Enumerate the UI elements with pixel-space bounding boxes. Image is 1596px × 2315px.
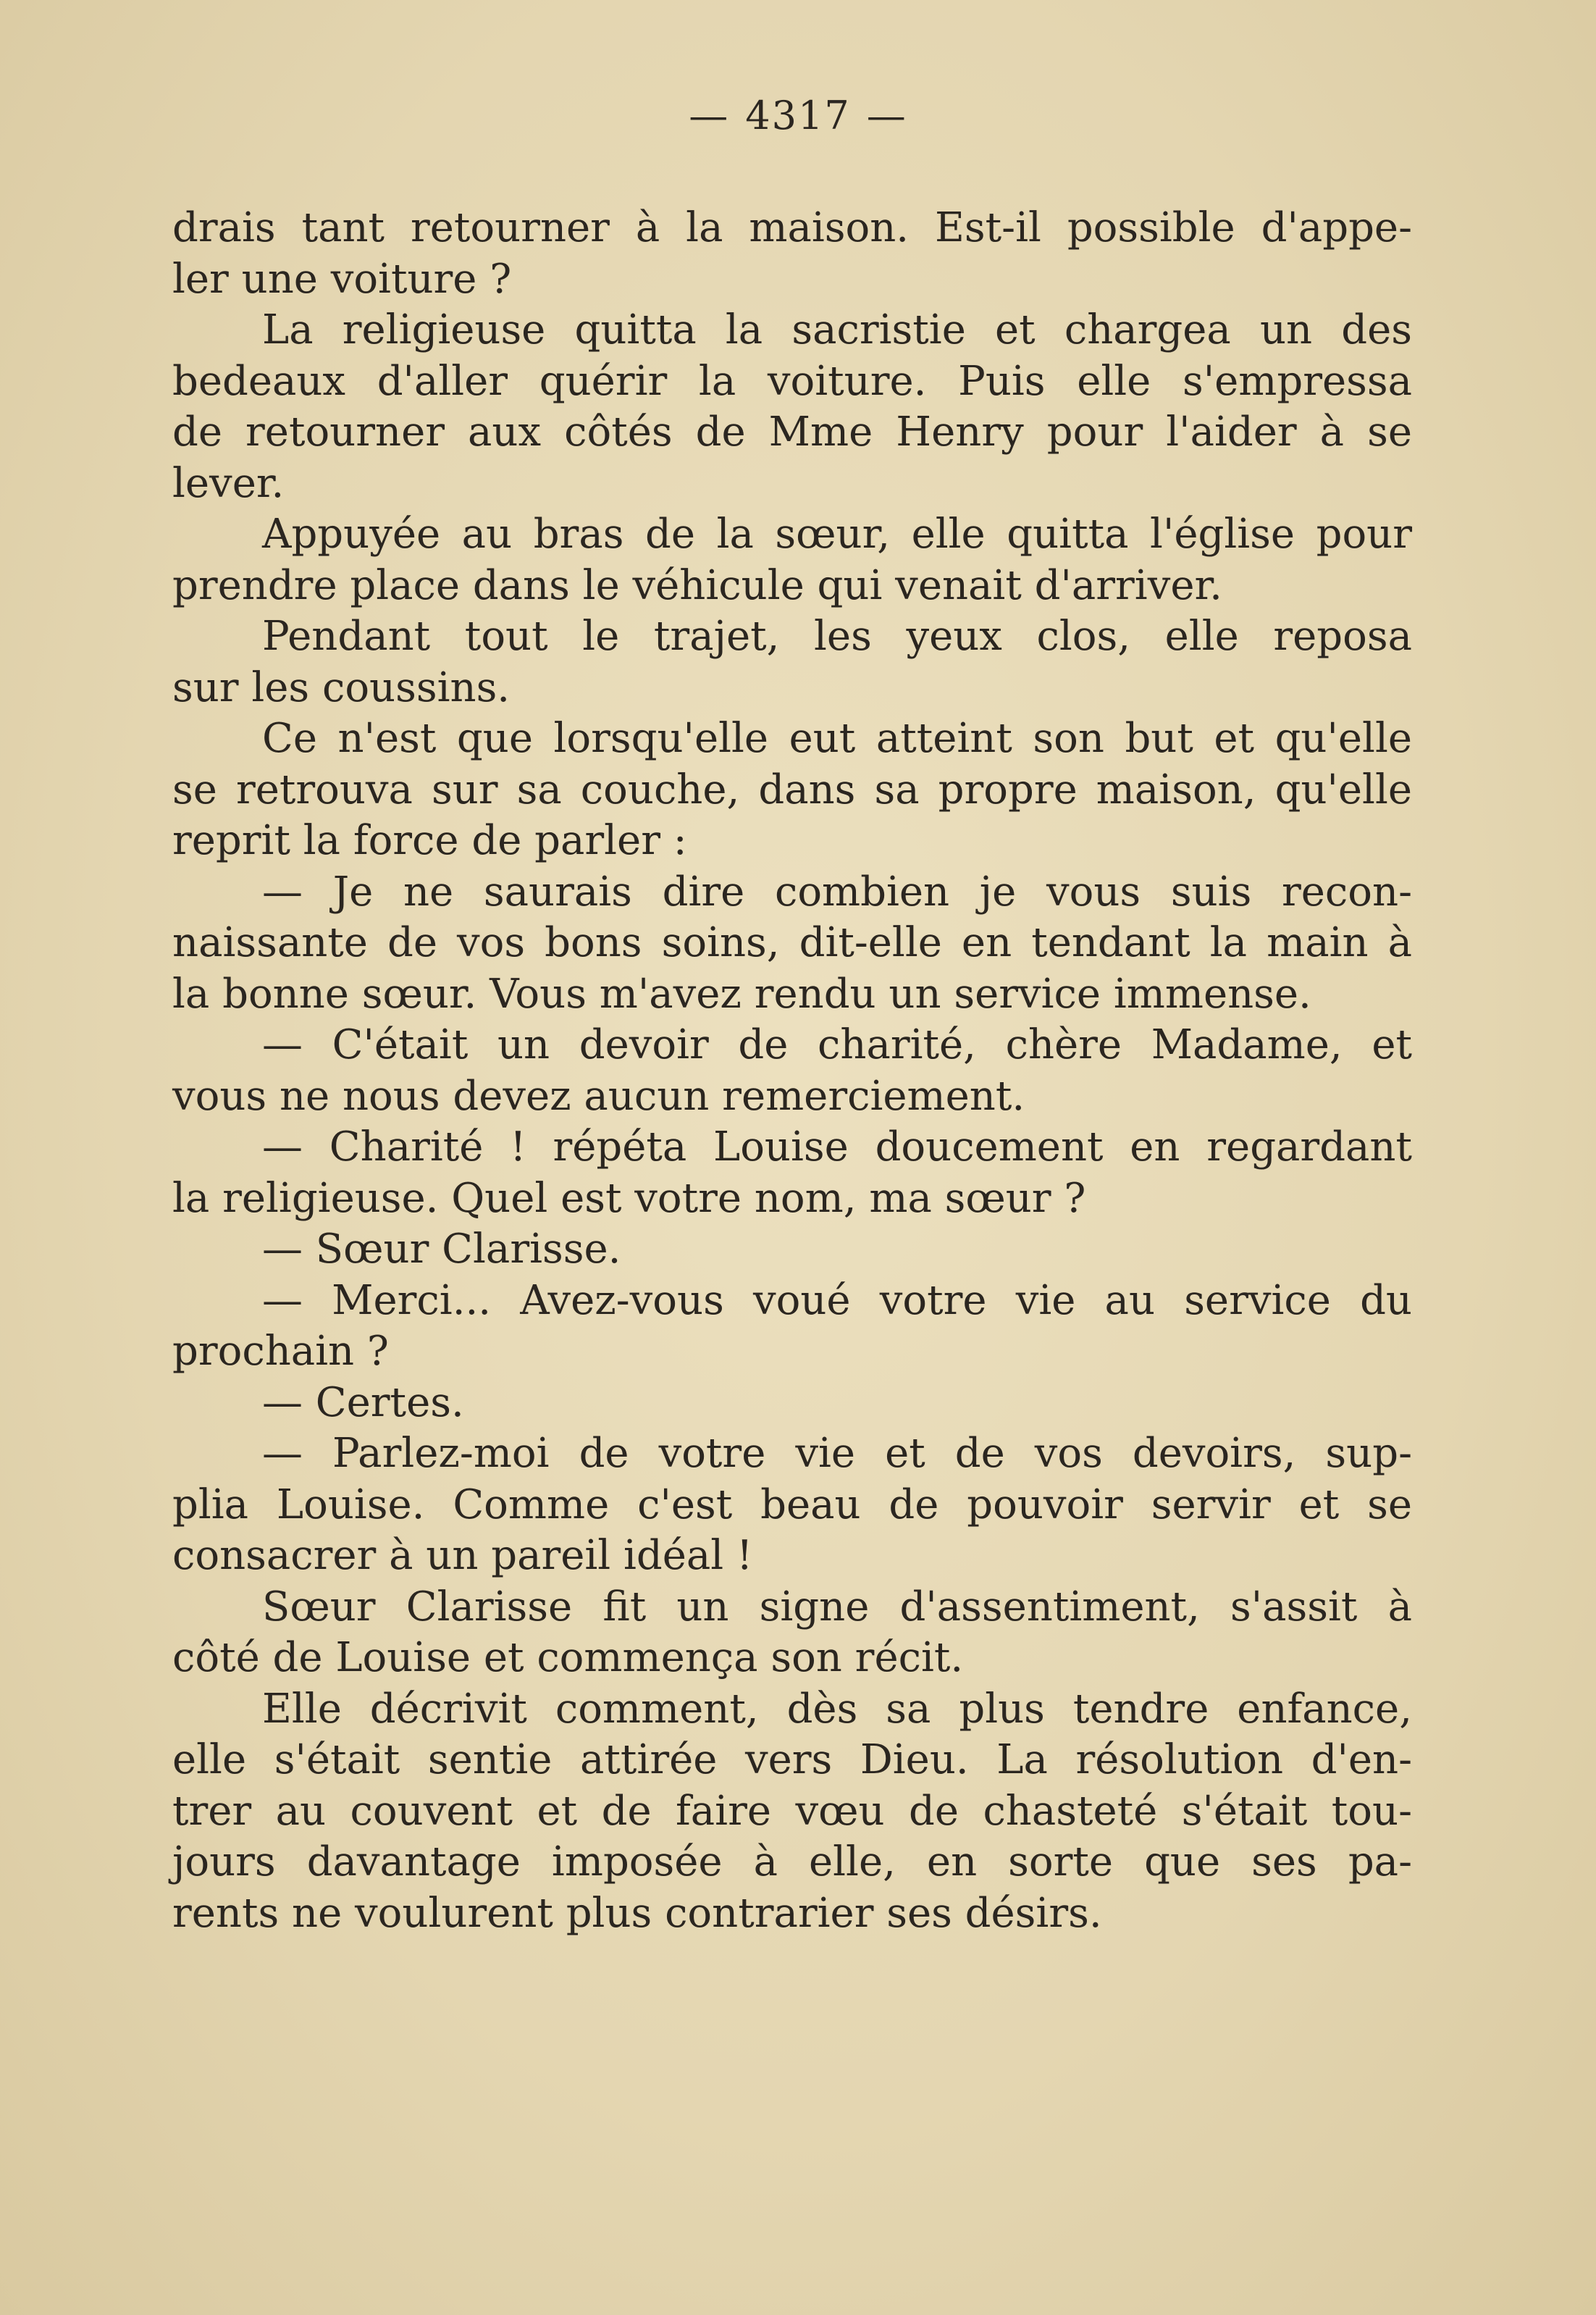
page-number-value: 4317 xyxy=(745,93,851,138)
text-line: côté de Louise et commença son récit. xyxy=(172,1634,964,1681)
text-line: lever. xyxy=(172,459,285,507)
text-line: sur les coussins. xyxy=(172,663,511,711)
text-line: — Certes. xyxy=(262,1378,464,1426)
text-line: Pendant tout le trajet, les yeux clos, elle reposa xyxy=(262,613,1412,660)
text-line: ler une voiture ? xyxy=(172,255,512,303)
text-line: de retourner aux côtés de Mme Henry pour l'aider à se xyxy=(172,409,1412,456)
text-line: prendre place dans le véhicule qui venait d'arriver. xyxy=(172,561,1222,609)
text-line: drais tant retourner à la maison. Est-il possible d'appe- xyxy=(172,204,1412,251)
text-line: — Sœur Clarisse. xyxy=(262,1226,621,1273)
text-line: rents ne voulurent plus contrarier ses désirs. xyxy=(172,1889,1102,1937)
text-line: jours davantage imposée à elle, en sorte que ses pa- xyxy=(172,1838,1412,1885)
text-line: naissante de vos bons soins, dit-elle en tendant la main à xyxy=(172,919,1412,966)
text-line: la bonne sœur. Vous m'avez rendu un service immense. xyxy=(172,970,1311,1018)
text-line: trer au couvent et de faire vœu de chasteté s'était tou- xyxy=(172,1787,1412,1835)
text-line: Sœur Clarisse fit un signe d'assentiment, s'assit à xyxy=(262,1583,1412,1630)
text-line: elle s'était sentie attirée vers Dieu. La résolution d'en- xyxy=(172,1736,1412,1783)
text-line: consacrer à un pareil idéal ! xyxy=(172,1532,753,1579)
text-line: — Parlez-moi de votre vie et de vos devoirs, sup- xyxy=(262,1430,1412,1477)
text-line: plia Louise. Comme c'est beau de pouvoir servir et se xyxy=(172,1481,1412,1528)
text-line: — C'était un devoir de charité, chère Madame, et xyxy=(262,1021,1412,1068)
text-line: vous ne nous devez aucun remerciement. xyxy=(172,1072,1025,1120)
body-text xyxy=(172,203,1412,1939)
page-number-dash-right: — xyxy=(866,93,907,138)
text-line: — Merci... Avez-vous voué votre vie au service du xyxy=(262,1276,1412,1324)
text-line: Elle décrivit comment, dès sa plus tendre enfance, xyxy=(262,1685,1412,1733)
text-line: prochain ? xyxy=(172,1328,389,1375)
text-line: Ce n'est que lorsqu'elle eut atteint son but et qu'elle xyxy=(262,715,1412,762)
text-line: se retrouva sur sa couche, dans sa propre maison, qu'elle xyxy=(172,766,1412,813)
text-line: bedeaux d'aller quérir la voiture. Puis elle s'empressa xyxy=(172,357,1412,405)
text-line: Appuyée au bras de la sœur, elle quitta l'église pour xyxy=(262,511,1412,558)
page-number xyxy=(0,93,1596,138)
text-line: reprit la force de parler : xyxy=(172,817,687,864)
text-line: la religieuse. Quel est votre nom, ma sœur ? xyxy=(172,1174,1086,1222)
text-line: — Je ne saurais dire combien je vous suis recon- xyxy=(262,868,1412,916)
text-line: — Charité ! répéta Louise doucement en regardant xyxy=(262,1123,1412,1171)
text-line: La religieuse quitta la sacristie et chargea un des xyxy=(262,306,1412,353)
page-number-dash-left: — xyxy=(689,93,730,138)
